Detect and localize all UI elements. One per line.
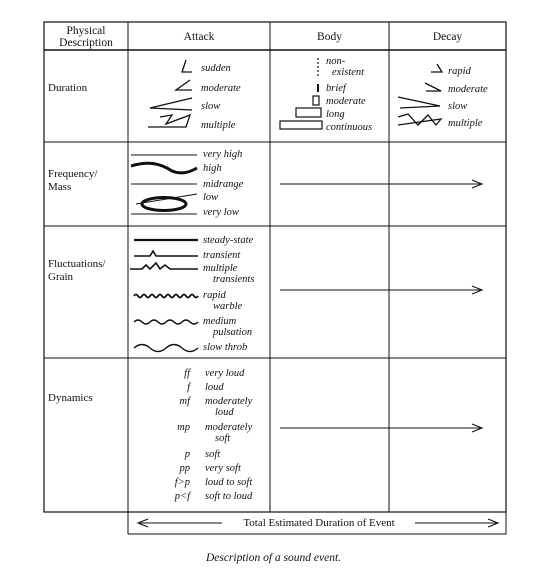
row-label-fluctuations-grain: Fluctuations/ Grain bbox=[48, 258, 106, 283]
grain-warble-label: warble bbox=[213, 301, 243, 312]
body-glyphs bbox=[280, 58, 322, 129]
header-body: Body bbox=[317, 31, 342, 43]
dynamics-soft-to-loud-label: soft to loud bbox=[205, 491, 253, 502]
dynamics-symbol-p: p bbox=[184, 449, 190, 460]
attack-sudden-label: sudden bbox=[201, 63, 231, 74]
decay-moderate-label: moderate bbox=[448, 84, 488, 95]
decay-multiple-label: multiple bbox=[448, 118, 483, 129]
attack-multiple-label: multiple bbox=[201, 120, 236, 131]
frequency-glyphs bbox=[131, 155, 197, 214]
body-continuous-label: continuous bbox=[326, 122, 373, 133]
decay-rapid-label: rapid bbox=[448, 66, 471, 77]
body-brief-label: brief bbox=[326, 83, 346, 94]
dynamics-moderately-loud-label-1: moderately bbox=[205, 396, 253, 407]
dynamics-very-soft-label: very soft bbox=[205, 463, 241, 474]
header-physical-description: Physical Description bbox=[59, 25, 113, 49]
frequency-high-label: high bbox=[203, 163, 222, 174]
frequency-very-high-label: very high bbox=[203, 149, 243, 160]
attack-glyphs bbox=[148, 60, 192, 127]
attack-slow-label: slow bbox=[201, 101, 221, 112]
grain-glyphs bbox=[130, 240, 198, 352]
frequency-low-label: low bbox=[203, 192, 219, 203]
row-label-dynamics: Dynamics bbox=[48, 392, 93, 404]
body-nonexistent-label-1: non- bbox=[326, 56, 346, 67]
dynamics-symbol-f: f bbox=[187, 382, 190, 393]
dynamics-symbol-mp: mp bbox=[177, 422, 190, 433]
dynamics-very-loud-label: very loud bbox=[205, 368, 245, 379]
header-attack: Attack bbox=[183, 31, 215, 43]
body-nonexistent-label-2: existent bbox=[332, 67, 365, 78]
grain-rapid-label: rapid bbox=[203, 290, 226, 301]
figure-caption: Description of a sound event. bbox=[205, 552, 342, 564]
body-long-label: long bbox=[326, 109, 345, 120]
grain-pulsation-label: pulsation bbox=[213, 327, 253, 338]
grain-transients-label: transients bbox=[213, 274, 255, 285]
row-label-frequency-mass: Frequency/ Mass bbox=[48, 168, 98, 193]
frequency-very-low-label: very low bbox=[203, 207, 239, 218]
decay-slow-label: slow bbox=[448, 101, 468, 112]
dynamics-symbol-ff: ff bbox=[184, 368, 190, 379]
grain-slow-throb-label: slow throb bbox=[203, 342, 248, 353]
dynamics-loud-label: loud bbox=[205, 382, 224, 393]
dynamics-moderately-soft-label-1: moderately bbox=[205, 422, 253, 433]
total-duration-label: Total Estimated Duration of Event bbox=[243, 517, 395, 529]
body-moderate-label: moderate bbox=[326, 96, 366, 107]
decay-glyphs bbox=[398, 64, 442, 125]
row-label-duration: Duration bbox=[48, 82, 88, 94]
row-arrows bbox=[280, 180, 482, 432]
grain-steady-state-label: steady-state bbox=[203, 235, 254, 246]
grain-multiple-label: multiple bbox=[203, 263, 238, 274]
dynamics-moderately-loud-label-2: loud bbox=[215, 407, 234, 418]
grain-transient-label: transient bbox=[203, 250, 241, 261]
dynamics-soft-label: soft bbox=[205, 449, 221, 460]
attack-moderate-label: moderate bbox=[201, 83, 241, 94]
dynamics-symbol-mf: mf bbox=[179, 396, 190, 407]
dynamics-symbol-p-to-f: p<f bbox=[174, 491, 190, 502]
dynamics-symbol-pp: pp bbox=[179, 463, 190, 474]
frequency-midrange-label: midrange bbox=[203, 179, 244, 190]
dynamics-moderately-soft-label-2: soft bbox=[215, 433, 231, 444]
header-decay: Decay bbox=[432, 31, 463, 43]
grain-medium-label: medium bbox=[203, 316, 237, 327]
dynamics-loud-to-soft-label: loud to soft bbox=[205, 477, 253, 488]
dynamics-symbol-f-to-p: f>p bbox=[174, 477, 190, 488]
